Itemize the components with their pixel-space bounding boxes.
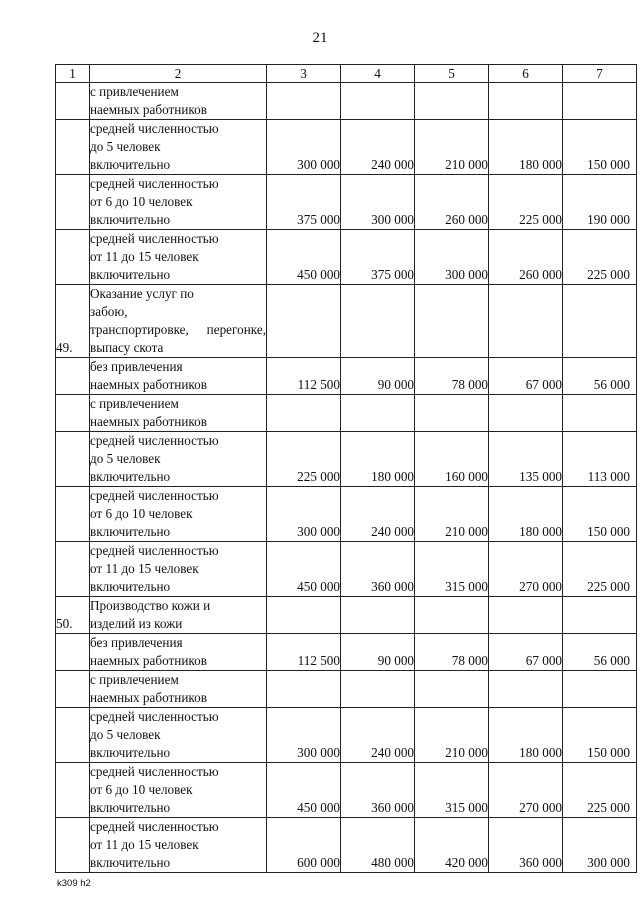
item-number xyxy=(56,542,90,597)
column-number: 3 xyxy=(267,65,341,83)
rate-value: 360 000 xyxy=(341,763,415,818)
table-row xyxy=(56,358,637,395)
item-number: 50. xyxy=(56,597,90,634)
rate-value: 270 000 xyxy=(489,542,563,597)
rate-value: 315 000 xyxy=(415,542,489,597)
rate-value xyxy=(489,671,563,708)
row-label: средней численностью от 6 до 10 человек включительно xyxy=(90,763,267,818)
column-number: 4 xyxy=(341,65,415,83)
column-number: 2 xyxy=(90,65,267,83)
rate-value: 375 000 xyxy=(341,230,415,285)
rate-value: 150 000 xyxy=(563,120,637,175)
rate-value xyxy=(563,395,637,432)
rate-value: 270 000 xyxy=(489,763,563,818)
page-number: 21 xyxy=(312,30,328,46)
row-label: средней численностью от 6 до 10 человек включительно xyxy=(90,487,267,542)
row-label: с привлечением наемных работников xyxy=(90,395,267,432)
row-label: средней численностью до 5 человек включительно xyxy=(90,708,267,763)
rate-value: 225 000 xyxy=(563,763,637,818)
rate-value: 240 000 xyxy=(341,708,415,763)
item-number xyxy=(56,487,90,542)
rate-value xyxy=(267,671,341,708)
rate-value: 260 000 xyxy=(489,230,563,285)
item-number xyxy=(56,763,90,818)
rate-value: 375 000 xyxy=(267,175,341,230)
table-body xyxy=(56,83,637,873)
table-row xyxy=(56,671,637,708)
rate-value: 90 000 xyxy=(341,634,415,671)
rate-value: 480 000 xyxy=(341,818,415,873)
rate-value: 240 000 xyxy=(341,120,415,175)
item-number xyxy=(56,818,90,873)
item-number xyxy=(56,83,90,120)
row-label: без привлечения наемных работников xyxy=(90,358,267,395)
row-label: средней численностью от 6 до 10 человек включительно xyxy=(90,175,267,230)
table-row xyxy=(56,83,637,120)
rate-value: 360 000 xyxy=(489,818,563,873)
row-label: средней численностью от 11 до 15 человек включительно xyxy=(90,542,267,597)
table-row xyxy=(56,542,637,597)
column-number-row xyxy=(56,65,637,83)
rate-value: 180 000 xyxy=(341,432,415,487)
row-label: без привлечения наемных работников xyxy=(90,634,267,671)
row-label: Оказание услуг по забою, транспортировке, перегонке, выпасу скота xyxy=(90,285,267,358)
rate-value: 112 500 xyxy=(267,358,341,395)
rate-value: 300 000 xyxy=(267,120,341,175)
rate-value xyxy=(489,285,563,358)
column-number: 5 xyxy=(415,65,489,83)
rate-value: 450 000 xyxy=(267,763,341,818)
row-label: средней численностью до 5 человек включительно xyxy=(90,432,267,487)
item-number xyxy=(56,634,90,671)
rate-value: 180 000 xyxy=(489,708,563,763)
column-number: 7 xyxy=(563,65,637,83)
rate-value xyxy=(563,671,637,708)
rate-value: 225 000 xyxy=(563,230,637,285)
rates-table xyxy=(55,64,637,873)
rate-value: 300 000 xyxy=(267,487,341,542)
rate-value: 113 000 xyxy=(563,432,637,487)
rate-value: 56 000 xyxy=(563,358,637,395)
rate-value: 260 000 xyxy=(415,175,489,230)
table-row xyxy=(56,763,637,818)
rate-value: 300 000 xyxy=(341,175,415,230)
rate-value: 300 000 xyxy=(563,818,637,873)
rate-value: 160 000 xyxy=(415,432,489,487)
item-number xyxy=(56,230,90,285)
rate-value: 210 000 xyxy=(415,487,489,542)
row-label: с привлечением наемных работников xyxy=(90,671,267,708)
rate-value: 112 500 xyxy=(267,634,341,671)
table-row xyxy=(56,395,637,432)
rate-value: 67 000 xyxy=(489,634,563,671)
row-label: средней численностью от 11 до 15 человек включительно xyxy=(90,230,267,285)
table-row xyxy=(56,175,637,230)
rate-value xyxy=(489,395,563,432)
rate-value xyxy=(563,285,637,358)
rate-value: 450 000 xyxy=(267,542,341,597)
row-label: средней численностью до 5 человек включительно xyxy=(90,120,267,175)
column-number: 1 xyxy=(56,65,90,83)
rate-value: 67 000 xyxy=(489,358,563,395)
row-label: средней численностью от 11 до 15 человек включительно xyxy=(90,818,267,873)
item-number: 49. xyxy=(56,285,90,358)
rate-value xyxy=(341,597,415,634)
rate-value xyxy=(267,285,341,358)
rate-value xyxy=(341,83,415,120)
item-number xyxy=(56,175,90,230)
table-row xyxy=(56,487,637,542)
table-row xyxy=(56,708,637,763)
table-row xyxy=(56,634,637,671)
rate-value: 450 000 xyxy=(267,230,341,285)
column-number: 6 xyxy=(489,65,563,83)
table-row xyxy=(56,120,637,175)
table-row xyxy=(56,432,637,487)
table-row xyxy=(56,597,637,634)
rate-value: 190 000 xyxy=(563,175,637,230)
rate-value: 150 000 xyxy=(563,708,637,763)
rate-value xyxy=(267,83,341,120)
table-row xyxy=(56,230,637,285)
rate-value xyxy=(563,83,637,120)
table-row xyxy=(56,285,637,358)
rate-value xyxy=(563,597,637,634)
rate-value: 360 000 xyxy=(341,542,415,597)
rate-value xyxy=(415,597,489,634)
rate-value: 300 000 xyxy=(267,708,341,763)
rate-value: 420 000 xyxy=(415,818,489,873)
rate-value xyxy=(267,597,341,634)
rate-value: 150 000 xyxy=(563,487,637,542)
rate-value xyxy=(489,597,563,634)
rate-value: 210 000 xyxy=(415,120,489,175)
rate-value: 90 000 xyxy=(341,358,415,395)
rate-value xyxy=(489,83,563,120)
rate-value: 225 000 xyxy=(267,432,341,487)
item-number xyxy=(56,120,90,175)
rate-value xyxy=(415,671,489,708)
item-number xyxy=(56,671,90,708)
rate-value: 210 000 xyxy=(415,708,489,763)
rate-value: 180 000 xyxy=(489,487,563,542)
rate-value xyxy=(341,395,415,432)
rate-value: 300 000 xyxy=(415,230,489,285)
rate-value xyxy=(415,395,489,432)
rate-value xyxy=(341,671,415,708)
item-number xyxy=(56,708,90,763)
item-number xyxy=(56,358,90,395)
rate-value: 240 000 xyxy=(341,487,415,542)
rate-value xyxy=(415,285,489,358)
rate-value: 180 000 xyxy=(489,120,563,175)
rate-value: 56 000 xyxy=(563,634,637,671)
row-label: Производство кожи и изделий из кожи xyxy=(90,597,267,634)
rate-value xyxy=(341,285,415,358)
rate-value xyxy=(267,395,341,432)
rate-value: 225 000 xyxy=(489,175,563,230)
footer-code: k309 h2 xyxy=(57,878,91,889)
rate-value xyxy=(415,83,489,120)
rate-value: 315 000 xyxy=(415,763,489,818)
table-row xyxy=(56,818,637,873)
rate-value: 600 000 xyxy=(267,818,341,873)
rate-value: 225 000 xyxy=(563,542,637,597)
rate-value: 78 000 xyxy=(415,634,489,671)
row-label: с привлечением наемных работников xyxy=(90,83,267,120)
rate-value: 135 000 xyxy=(489,432,563,487)
item-number xyxy=(56,432,90,487)
item-number xyxy=(56,395,90,432)
rate-value: 78 000 xyxy=(415,358,489,395)
